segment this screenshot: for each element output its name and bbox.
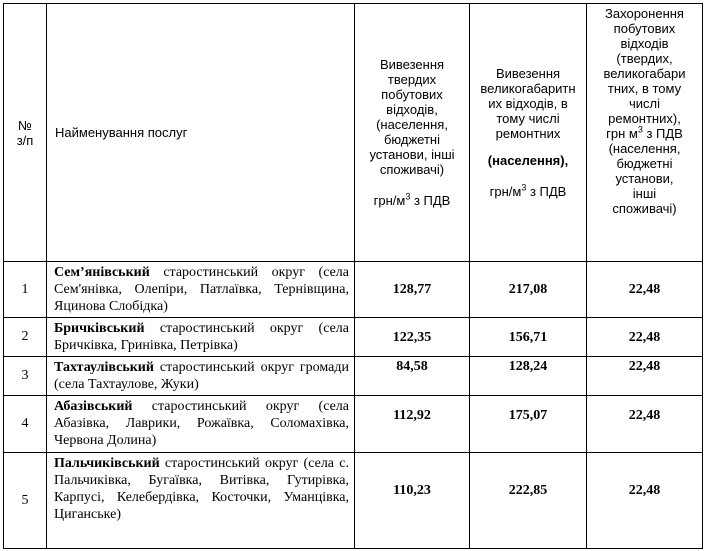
row-number: 4 (4, 396, 47, 453)
header-col3-line: тних, в тому (607, 81, 682, 96)
row-district (47, 262, 355, 318)
district-villages: старостинський округ (села Абазівка, Лаврики, Рожаївка, Соломахівка, Червона Долина) (54, 399, 349, 448)
table-row (4, 318, 703, 357)
header-col1-unit: грн/$м^3$ з ПДВ (373, 191, 451, 208)
district-villages: старостинський округ (села Сем'янівка, Олепіри, Патлаївка, Тернівщина, Яцинова Слобідка) (54, 265, 349, 314)
header-col1-line: відходів, (386, 102, 438, 117)
table-row (4, 453, 703, 549)
district-name: Сем’янівський (54, 265, 150, 280)
header-col3-line: числі (628, 96, 660, 111)
header-col2-line: тому числі (496, 111, 560, 126)
header-col3-line: побутових (613, 21, 676, 36)
header-landfill (587, 4, 703, 262)
header-solid-waste (355, 4, 470, 262)
header-col1-line: Вивезення (379, 57, 445, 72)
value-solid-waste: 122,35 (355, 318, 470, 357)
district-villages: старостинський округ громади (села Тахтаулове, Жуки) (54, 360, 349, 392)
value-solid-waste: 128,77 (355, 262, 470, 318)
header-col3-line: Захоронення (605, 6, 684, 21)
table-row (4, 396, 703, 453)
row-district (47, 357, 355, 396)
header-number (4, 4, 47, 262)
header-col1-line: твердих (387, 72, 437, 87)
value-bulky-waste: 128,24 (470, 357, 587, 396)
tariff-table (3, 3, 703, 549)
header-col1-line: установи, інші (369, 147, 455, 162)
row-district (47, 396, 355, 453)
row-number: 1 (4, 262, 47, 318)
header-number-line1: № (18, 117, 32, 133)
row-number: 5 (4, 453, 47, 549)
header-col3-line: відходів (620, 36, 669, 51)
header-col3-line: установи, (615, 171, 674, 186)
header-number-line2: з/п (16, 132, 34, 148)
district-name: Бричківський (54, 321, 145, 336)
district-name: Тахтаулівський (54, 360, 154, 375)
header-col1-line: бюджетні (383, 132, 440, 147)
header-col3-line: ремонтних), (608, 111, 681, 126)
value-landfill: 22,48 (587, 318, 703, 357)
header-col2-bold: (населення), (487, 153, 569, 168)
value-landfill: 22,48 (587, 357, 703, 396)
header-col3-line: споживачі) (612, 201, 677, 216)
value-solid-waste: 84,58 (355, 357, 470, 396)
header-col2-line: их відходів, в (488, 96, 568, 111)
district-name: Пальчиківський (54, 456, 160, 471)
header-service-name: Найменування послуг (47, 4, 355, 262)
header-col3-unit: грн $м^3$ з ПДВ (606, 124, 683, 141)
header-col1-line: споживачі) (379, 162, 445, 177)
header-col2-line: Вивезення (495, 66, 561, 81)
table-row (4, 357, 703, 396)
value-bulky-waste: 222,85 (470, 453, 587, 549)
value-landfill: 22,48 (587, 453, 703, 549)
row-district (47, 453, 355, 549)
header-row (4, 4, 703, 262)
district-villages: старостинський округ (села с. Пальчиківка, Бугаївка, Витівка, Гутирівка, Карпусі, Келебердівка, Косточки, Уманцівка, Циганське) (54, 456, 349, 522)
header-col1-line: побутових (381, 87, 443, 102)
header-bulky-waste (470, 4, 587, 262)
header-col3-line: (твердих, (616, 51, 673, 66)
district-name: Абазівський (54, 399, 133, 414)
value-solid-waste: 110,23 (355, 453, 470, 549)
header-col1-line: (населення, (376, 117, 448, 132)
value-bulky-waste: 217,08 (470, 262, 587, 318)
row-district (47, 318, 355, 357)
header-col2-line: великогабаритн (480, 81, 576, 96)
header-col3-line: великогабари (603, 66, 686, 81)
value-landfill: 22,48 (587, 396, 703, 453)
district-villages: старостинський округ (села Бричківка, Гринівка, Петрівка) (54, 321, 349, 353)
header-col3-line: інші (632, 186, 657, 201)
header-col3-line: (населення, (608, 141, 681, 156)
value-solid-waste: 112,92 (355, 396, 470, 453)
value-bulky-waste: 156,71 (470, 318, 587, 357)
value-bulky-waste: 175,07 (470, 396, 587, 453)
table-row (4, 262, 703, 318)
header-col2-line: ремонтних (495, 126, 561, 141)
header-col2-unit: грн/$м^3$ з ПДВ (489, 182, 567, 199)
header-col3-line: бюджетні (616, 156, 673, 171)
row-number: 2 (4, 318, 47, 357)
row-number: 3 (4, 357, 47, 396)
value-landfill: 22,48 (587, 262, 703, 318)
